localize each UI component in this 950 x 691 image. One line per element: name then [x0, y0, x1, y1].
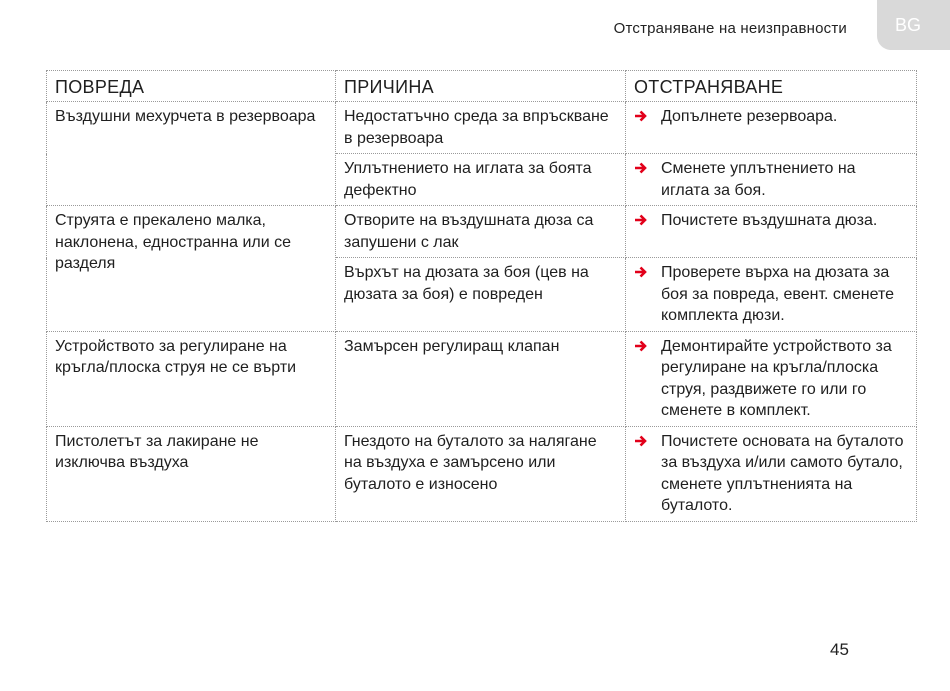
cause-cell: Отворите на въздушната дюза са запушени с лак	[336, 206, 626, 258]
table-row	[47, 426, 917, 521]
arrow-right-icon	[634, 158, 661, 175]
fault-cell: Струята е прекалено малка, наклонена, едностранна или се разделя	[47, 206, 336, 332]
remedy-text: Допълнете резервоара.	[661, 108, 838, 125]
remedy-cell	[626, 426, 917, 521]
fault-cell: Пистолетът за лакиране не изключва въздуха	[47, 426, 336, 521]
cause-cell: Гнездото на буталото за налягане на въздуха е замърсено или буталото е износено	[336, 426, 626, 521]
remedy-cell	[626, 258, 917, 332]
arrow-right-icon	[634, 262, 661, 279]
column-header-cause: ПРИЧИНА	[336, 71, 626, 102]
remedy-cell	[626, 206, 917, 258]
table-row	[47, 206, 917, 258]
remedy-cell	[626, 331, 917, 426]
troubleshooting-table	[46, 70, 917, 522]
arrow-right-icon	[634, 106, 661, 123]
remedy-text: Почистете въздушната дюза.	[661, 212, 878, 229]
cause-cell: Недостатъчно среда за впръскване в резервоара	[336, 102, 626, 154]
fault-cell: Устройството за регулиране на кръгла/плоска струя не се върти	[47, 331, 336, 426]
column-header-fault: ПОВРЕДА	[47, 71, 336, 102]
section-title: Отстраняване на неизправности	[613, 20, 847, 37]
remedy-text: Почистете основата на буталото за въздуха и/или самото бутало, сменете уплътненията на буталото.	[661, 432, 904, 514]
fault-cell: Въздушни мехурчета в резервоара	[47, 102, 336, 206]
cause-cell: Уплътнението на иглата за боята дефектно	[336, 154, 626, 206]
table-header-row	[47, 71, 917, 102]
cause-cell: Замърсен регулиращ клапан	[336, 331, 626, 426]
language-tab: BG	[877, 0, 950, 50]
remedy-text: Сменете уплътнението на иглата за боя.	[661, 160, 856, 199]
arrow-right-icon	[634, 210, 661, 227]
arrow-right-icon	[634, 336, 661, 353]
remedy-cell	[626, 102, 917, 154]
cause-cell: Върхът на дюзата за боя (цев на дюзата за боя) е повреден	[336, 258, 626, 332]
remedy-text: Проверете върха на дюзата за боя за повреда, евент. сменете комплекта дюзи.	[661, 264, 895, 324]
table-row	[47, 331, 917, 426]
remedy-cell	[626, 154, 917, 206]
remedy-text: Демонтирайте устройството за регулиране на кръгла/плоска струя, раздвижете го или го сменете в комплект.	[661, 337, 892, 419]
table-row	[47, 102, 917, 154]
page-number: 45	[830, 640, 849, 659]
column-header-remedy: ОТСТРАНЯВАНЕ	[626, 71, 917, 102]
arrow-right-icon	[634, 431, 661, 448]
